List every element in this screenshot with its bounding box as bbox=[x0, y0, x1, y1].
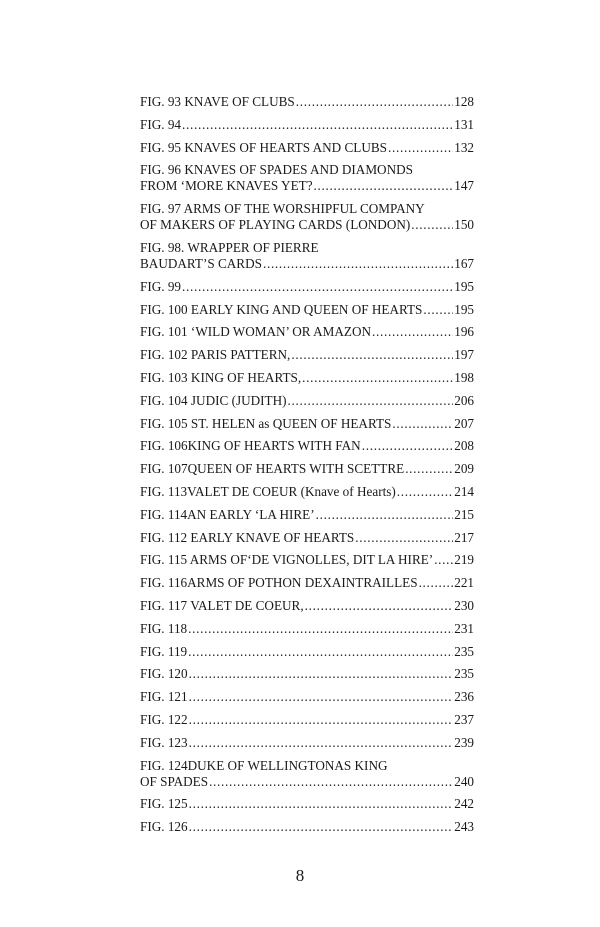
figure-title: FIG. 123 bbox=[140, 734, 188, 750]
figure-entry-line bbox=[140, 666, 474, 682]
figure-title: FIG. 120 bbox=[140, 666, 188, 682]
figure-title: FIG. 106KING OF HEARTS WITH FAN bbox=[140, 438, 361, 454]
dot-leader bbox=[423, 302, 453, 318]
figure-entry bbox=[140, 416, 474, 432]
figure-title: FIG. 107QUEEN OF HEARTS WITH SCETTRE bbox=[140, 461, 405, 477]
figure-entry-line bbox=[140, 347, 474, 363]
dot-leader bbox=[182, 279, 453, 295]
figure-page-number: 240 bbox=[454, 773, 474, 789]
figure-entry bbox=[140, 819, 474, 835]
dot-leader bbox=[405, 461, 453, 477]
figure-title: FIG. 100 EARLY KING AND QUEEN OF HEARTS bbox=[140, 301, 423, 317]
figure-entry-line bbox=[140, 598, 474, 614]
figure-entry bbox=[140, 302, 474, 318]
figure-page-number: 196 bbox=[454, 324, 474, 340]
figure-title: FIG. 117 VALET DE COEUR, bbox=[140, 597, 304, 613]
figure-entry-line bbox=[140, 393, 474, 409]
figure-title: FIG. 96 KNAVES OF SPADES AND DIAMONDS bbox=[140, 162, 413, 178]
dot-leader bbox=[397, 484, 453, 500]
figure-page-number: 219 bbox=[454, 552, 474, 568]
figure-page-number: 236 bbox=[454, 689, 474, 705]
figure-page-number: 208 bbox=[454, 438, 474, 454]
dot-leader bbox=[388, 140, 453, 156]
dot-leader bbox=[296, 94, 453, 110]
figure-page-number: 150 bbox=[454, 217, 474, 233]
figure-entry bbox=[140, 666, 474, 682]
figure-entry-line bbox=[140, 712, 474, 728]
figure-title: OF MAKERS OF PLAYING CARDS (LONDON) bbox=[140, 217, 411, 233]
figure-entry bbox=[140, 621, 474, 637]
figure-title: BAUDART’S CARDS bbox=[140, 255, 262, 271]
figure-entry-line bbox=[140, 689, 474, 705]
figure-entry-line bbox=[140, 256, 474, 272]
figure-entry-line bbox=[140, 552, 474, 568]
figure-entry bbox=[140, 758, 474, 790]
figure-entry bbox=[140, 201, 474, 233]
dot-leader bbox=[372, 324, 453, 340]
figure-entry bbox=[140, 94, 474, 110]
figure-entry-line bbox=[140, 117, 474, 133]
figure-entry bbox=[140, 347, 474, 363]
figure-entry bbox=[140, 644, 474, 660]
figure-entry bbox=[140, 240, 474, 272]
dot-leader bbox=[316, 507, 454, 523]
figure-entry bbox=[140, 796, 474, 812]
dot-leader bbox=[314, 178, 454, 194]
figure-entry bbox=[140, 552, 474, 568]
figure-title: FIG. 103 KING OF HEARTS, bbox=[140, 369, 302, 385]
figure-entry bbox=[140, 140, 474, 156]
figure-title: FIG. 118 bbox=[140, 620, 188, 636]
dot-leader bbox=[189, 796, 454, 812]
figure-entry-line bbox=[140, 140, 474, 156]
figure-entry-title-line bbox=[140, 201, 474, 217]
figure-entry-line bbox=[140, 644, 474, 660]
dot-leader bbox=[355, 530, 453, 546]
figure-page-number: 128 bbox=[454, 94, 474, 109]
figure-entry bbox=[140, 598, 474, 614]
figure-entry-line bbox=[140, 575, 474, 591]
figure-entry bbox=[140, 689, 474, 705]
figure-entry-line bbox=[140, 416, 474, 432]
page-number: 8 bbox=[295, 866, 305, 885]
dot-leader bbox=[189, 666, 454, 682]
figure-entry bbox=[140, 162, 474, 194]
figure-title: FIG. 113VALET DE COEUR (Knave of Hearts) bbox=[140, 483, 396, 499]
figure-entry-line bbox=[140, 507, 474, 523]
figure-entry bbox=[140, 575, 474, 591]
figure-entry bbox=[140, 484, 474, 500]
dot-leader bbox=[288, 393, 454, 409]
dot-leader bbox=[189, 689, 454, 705]
figure-entry bbox=[140, 370, 474, 386]
dot-leader bbox=[434, 552, 453, 568]
dot-leader bbox=[189, 819, 454, 835]
figure-entry-line bbox=[140, 94, 474, 110]
figure-title: FIG. 95 KNAVES OF HEARTS AND CLUBS bbox=[140, 139, 387, 155]
figure-title: FIG. 98. WRAPPER OF PIERRE bbox=[140, 239, 319, 255]
figure-entry bbox=[140, 461, 474, 477]
figure-entry-line bbox=[140, 178, 474, 194]
figure-page-number: 147 bbox=[454, 178, 474, 194]
figure-title: FIG. 116ARMS OF POTHON DEXAINTRAILLES bbox=[140, 575, 418, 591]
figure-entry bbox=[140, 438, 474, 454]
dot-leader bbox=[263, 256, 453, 272]
figure-entry-line bbox=[140, 370, 474, 386]
figure-title: FIG. 126 bbox=[140, 819, 188, 835]
dot-leader bbox=[411, 217, 453, 233]
figure-page-number: 207 bbox=[454, 415, 474, 431]
figure-entry bbox=[140, 393, 474, 409]
figure-page-number: 217 bbox=[454, 529, 474, 545]
dot-leader bbox=[392, 416, 453, 432]
figure-page-number: 231 bbox=[454, 620, 474, 636]
figure-entry bbox=[140, 117, 474, 133]
figure-title: FROM ‘MORE KNAVES YET? bbox=[140, 178, 313, 194]
figure-title: FIG. 114AN EARLY ‘LA HIRE’ bbox=[140, 506, 315, 522]
dot-leader bbox=[189, 712, 454, 728]
figure-entry bbox=[140, 279, 474, 295]
figure-title: FIG. 124DUKE OF WELLINGTONAS KING bbox=[140, 757, 388, 773]
figure-entry-line bbox=[140, 324, 474, 340]
figure-title: FIG. 104 JUDIC (JUDITH) bbox=[140, 392, 287, 408]
figure-title: FIG. 125 bbox=[140, 796, 188, 812]
figure-page-number: 195 bbox=[454, 301, 474, 317]
dot-leader bbox=[291, 347, 453, 363]
figure-entry-line bbox=[140, 217, 474, 233]
figure-page-number: 221 bbox=[454, 575, 474, 591]
figure-page-number: 209 bbox=[454, 461, 474, 477]
figure-list bbox=[140, 94, 474, 842]
figure-page-number: 197 bbox=[454, 347, 474, 363]
figure-page-number: 167 bbox=[454, 255, 474, 271]
figure-title: FIG. 93 KNAVE OF CLUBS bbox=[140, 94, 295, 109]
dot-leader bbox=[182, 117, 453, 133]
figure-entry bbox=[140, 324, 474, 340]
figure-title: FIG. 99 bbox=[140, 278, 182, 294]
figure-page-number: 132 bbox=[454, 139, 474, 155]
dot-leader bbox=[419, 575, 454, 591]
figure-entry-line bbox=[140, 461, 474, 477]
figure-title: FIG. 101 ‘WILD WOMAN’ OR AMAZON bbox=[140, 324, 372, 340]
figure-entry bbox=[140, 712, 474, 728]
figure-title: FIG. 119 bbox=[140, 643, 188, 659]
figure-entry-line bbox=[140, 735, 474, 751]
figure-entry-line bbox=[140, 796, 474, 812]
figure-entry-line bbox=[140, 279, 474, 295]
figure-title: FIG. 105 ST. HELEN as QUEEN OF HEARTS bbox=[140, 415, 392, 431]
figure-title: FIG. 102 PARIS PATTERN, bbox=[140, 347, 291, 363]
figure-entry bbox=[140, 530, 474, 546]
figure-page-number: 195 bbox=[454, 278, 474, 294]
figure-title: FIG. 112 EARLY KNAVE OF HEARTS bbox=[140, 529, 355, 545]
dot-leader bbox=[188, 621, 453, 637]
figure-page-number: 239 bbox=[454, 734, 474, 750]
figure-entry bbox=[140, 735, 474, 751]
figure-entry-line bbox=[140, 774, 474, 790]
dot-leader bbox=[302, 370, 453, 386]
figure-entry-line bbox=[140, 302, 474, 318]
dot-leader bbox=[305, 598, 454, 614]
figure-page-number: 237 bbox=[454, 711, 474, 727]
figure-page-number: 235 bbox=[454, 666, 474, 682]
figure-page-number: 235 bbox=[454, 643, 474, 659]
figure-title: FIG. 122 bbox=[140, 711, 188, 727]
figure-page-number: 198 bbox=[454, 369, 474, 385]
figure-entry-title-line bbox=[140, 758, 474, 774]
figure-entry-title-line bbox=[140, 162, 474, 178]
figure-page-number: 131 bbox=[454, 116, 474, 132]
figure-entry-line bbox=[140, 484, 474, 500]
figure-entry-line bbox=[140, 530, 474, 546]
dot-leader bbox=[209, 774, 453, 790]
dot-leader bbox=[188, 644, 453, 660]
figure-title: FIG. 115 ARMS OF‘DE VIGNOLLES, DIT LA HIRE’ bbox=[140, 552, 434, 568]
figure-page-number: 206 bbox=[454, 392, 474, 408]
figure-page-number: 230 bbox=[454, 597, 474, 613]
figure-title: OF SPADES bbox=[140, 773, 209, 789]
figure-page-number: 215 bbox=[454, 506, 474, 522]
figure-page-number: 214 bbox=[454, 483, 474, 499]
figure-entry bbox=[140, 507, 474, 523]
figure-title: FIG. 121 bbox=[140, 689, 188, 705]
figure-title: FIG. 97 ARMS OF THE WORSHIPFUL COMPANY bbox=[140, 201, 425, 217]
figure-entry-line bbox=[140, 621, 474, 637]
figure-entry-line bbox=[140, 819, 474, 835]
dot-leader bbox=[189, 735, 454, 751]
figure-title: FIG. 94 bbox=[140, 116, 182, 132]
dot-leader bbox=[362, 438, 454, 454]
figure-entry-title-line bbox=[140, 240, 474, 256]
figure-page-number: 242 bbox=[454, 796, 474, 812]
figure-entry-line bbox=[140, 438, 474, 454]
figure-page-number: 243 bbox=[454, 819, 474, 835]
